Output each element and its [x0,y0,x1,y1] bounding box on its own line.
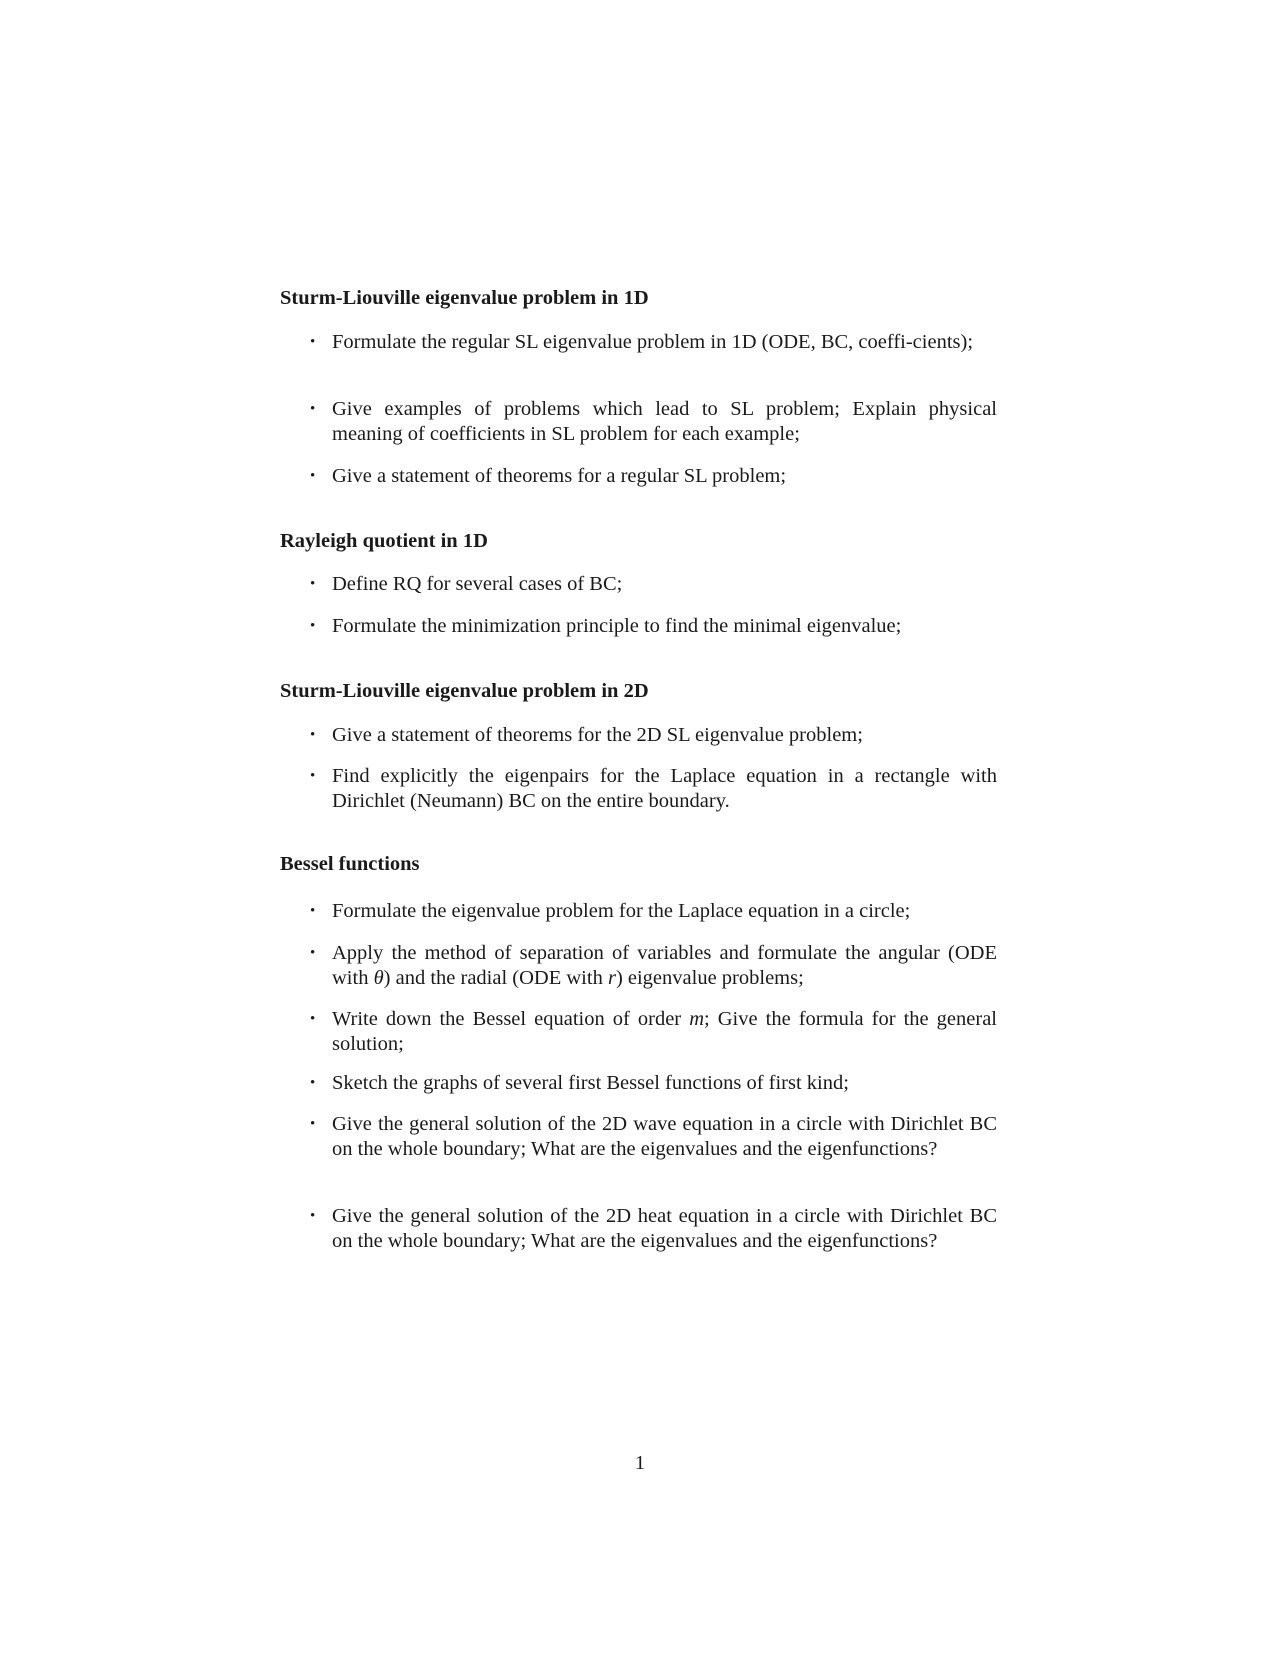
bullet-icon: • [310,1011,316,1027]
list-item-text: Give the general solution of the 2D heat equation in a circle with Dirichlet BC on the whole boundary; What are the eigenvalues and the eigenfunctions? [332,1205,997,1252]
list-item [310,464,997,489]
list-item [310,941,997,991]
section-heading-bessel-functions: Bessel functions [280,853,420,875]
bullet-icon: • [310,768,316,784]
section-heading-sl-2d: Sturm-Liouville eigenvalue problem in 2D [280,680,649,702]
list-item [310,330,997,355]
list-item [310,1204,997,1254]
bullet-icon: • [310,1116,316,1132]
list-item-text: Find explicitly the eigenpairs for the Laplace equation in a rectangle with Dirichlet (Neumann) BC on the entire boundary. [332,765,997,812]
list-item-text: Give a statement of theorems for a regular SL problem; [332,465,787,487]
list-item-text: Give a statement of theorems for the 2D SL eigenvalue problem; [332,724,863,746]
bullet-icon: • [310,334,316,350]
list-item [310,899,997,924]
list-item [310,614,997,639]
list-item [310,1007,997,1057]
list-item [310,1071,997,1096]
list-item-text: Give the general solution of the 2D wave equation in a circle with Dirichlet BC on the whole boundary; What are the eigenvalues and the eigenfunctions? [332,1113,997,1160]
list-item [310,764,997,814]
bullet-icon: • [310,1075,316,1091]
list-item-text: Define RQ for several cases of BC; [332,573,623,595]
bullet-icon: • [310,468,316,484]
list-item-text: Formulate the minimization principle to find the minimal eigenvalue; [332,615,902,637]
bullet-icon: • [310,903,316,919]
list-item-text: Write down the Bessel equation of order m; Give the formula for the general solution; [332,1008,998,1055]
bullet-icon: • [310,727,316,743]
list-item [310,397,997,447]
bullet-icon: • [310,945,316,961]
bullet-icon: • [310,618,316,634]
list-item [310,1112,997,1162]
section-heading-rayleigh-quotient: Rayleigh quotient in 1D [280,530,488,552]
page-number: 1 [634,1452,646,1474]
bullet-icon: • [310,1208,316,1224]
section-heading-sl-1d: Sturm-Liouville eigenvalue problem in 1D [280,287,649,309]
list-item-text: Formulate the regular SL eigenvalue problem in 1D (ODE, BC, coeffi-cients); [332,331,974,353]
list-item [310,723,997,748]
list-item-text: Apply the method of separation of variables and formulate the angular (ODE with θ) and the radial (ODE with r) eigenvalue problems; [332,942,997,989]
bullet-icon: • [310,576,316,592]
bullet-icon: • [310,401,316,417]
list-item-text: Give examples of problems which lead to SL problem; Explain physical meaning of coefficients in SL problem for each example; [332,398,997,445]
list-item [310,572,997,597]
list-item-text: Formulate the eigenvalue problem for the Laplace equation in a circle; [332,900,911,922]
list-item-text: Sketch the graphs of several first Bessel functions of first kind; [332,1072,849,1094]
